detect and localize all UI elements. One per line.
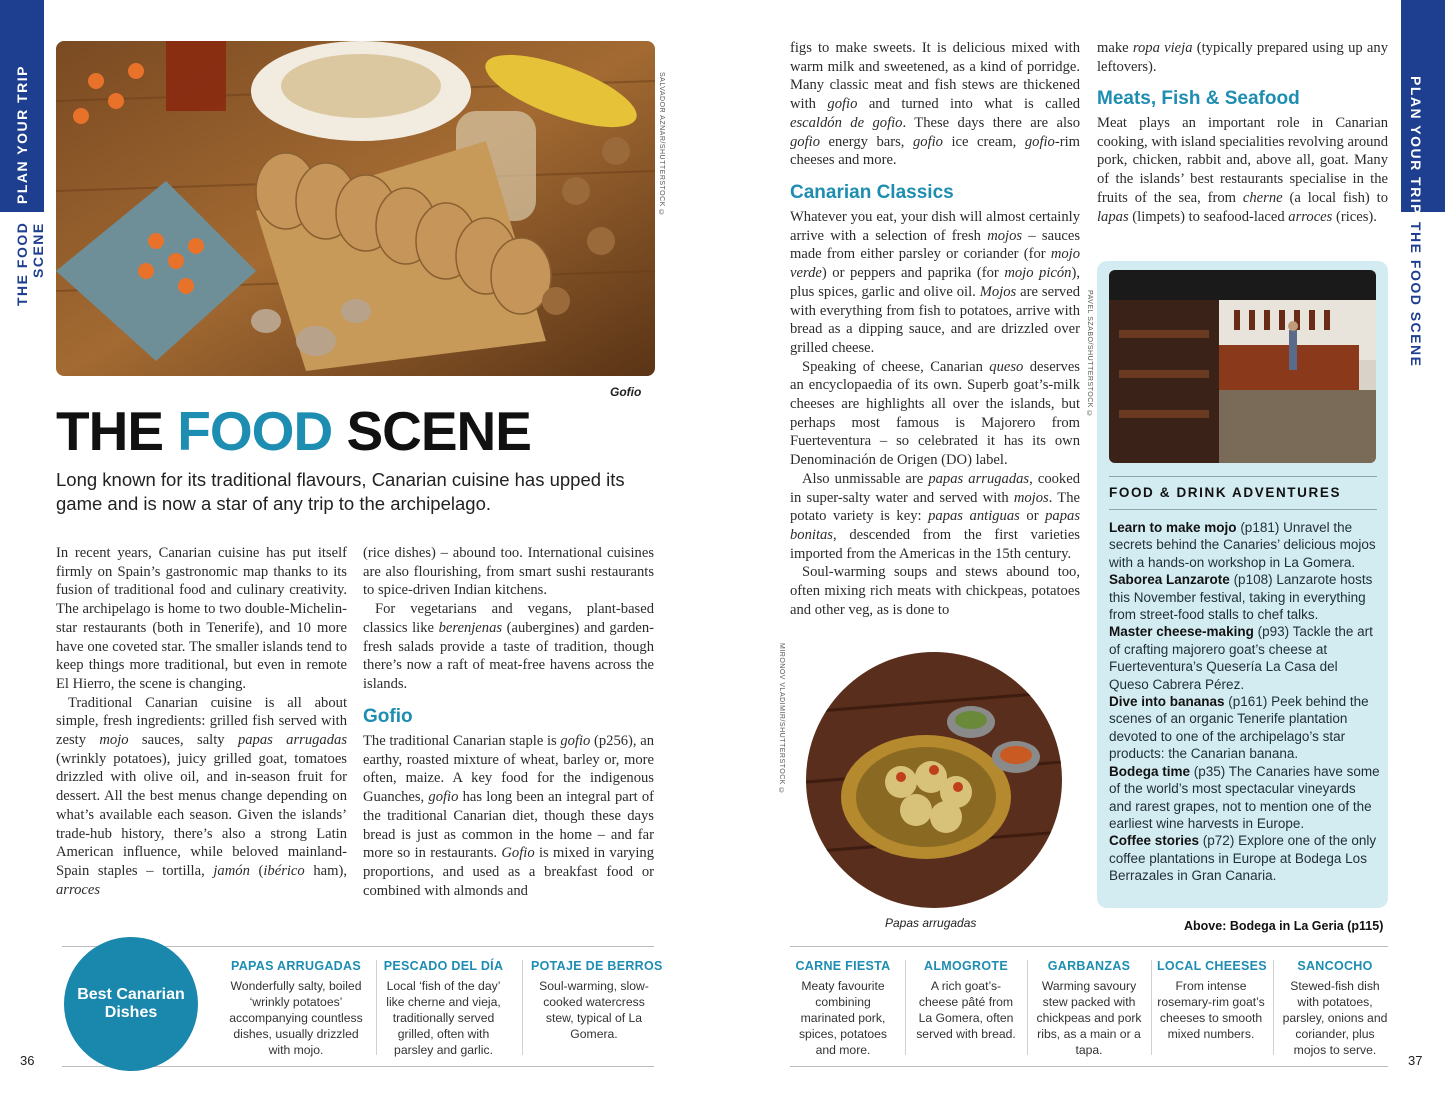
dish-card: CARNE FIESTA Meaty favourite combining marinated pork, spices, potatoes and more. <box>795 959 891 1058</box>
body-column-4: make ropa vieja (typically prepared using up any leftovers). <box>1097 40 1388 75</box>
gofio-photo-credit: SALVADOR AZNAR/SHUTTERSTOCK © <box>658 72 665 217</box>
dish-divider <box>1273 960 1274 1055</box>
page-number-right: 37 <box>1408 1053 1423 1068</box>
above-caption: Above: Bodega in La Geria (p115) <box>1184 919 1384 933</box>
dish-card: PAPAS ARRUGADAS Wonderfully salty, boiled ‘wrinkly potatoes’ accompanying countless dishes, usually drizzled with mojo. <box>229 959 363 1058</box>
dish-card: PESCADO DEL DÍA Local ‘fish of the day’ like cherne and vieja, traditionally served grilled, often with parsley and garlic. <box>383 959 504 1058</box>
body-column-4-meats: Meat plays an important role in Canarian cooking, with island specialities revolving around pork, chicken, rabbit and, above all, goat. Many of the islands’ best restaurants specialise in the fruits of the sea, from cherne (a local fish) to lapas (limpets) to seafood-laced arroces (rices). <box>1097 115 1389 225</box>
sidebar-rule-top <box>1109 476 1377 477</box>
body-column-3: figs to make sweets. It is delicious mixed with warm milk and sweetened, as a kind of porridge. Many classic meat and fish stews are thickened with gofio and turned into what is called escaldón de gofio. These days there are also gofio energy bars, gofio ice cream, gofio-rim cheeses and more. <box>790 40 1081 169</box>
sidebar-item: Bodega time (p35) The Canaries have some of the world’s most spectacular vineyards and rarest grapes, not to mention one of the earliest wine harvests in Europe. <box>1109 763 1380 831</box>
gofio-caption: Gofio <box>610 385 642 399</box>
bodega-photo <box>1109 270 1376 463</box>
papas-arrugadas-photo <box>806 652 1062 908</box>
dishes-rule-bottom-right <box>790 1066 1388 1067</box>
intro-text: Long known for its traditional flavours, Canarian cuisine has upped its game and is now a star of any trip to the archipelago. <box>56 469 625 514</box>
sidebar-list <box>1109 519 1381 885</box>
page-title: THE FOOD SCENE <box>56 400 531 462</box>
bodega-photo-credit: PAVEL SZABO/SHUTTERSTOCK © <box>1086 290 1093 418</box>
side-tab-section-label-right: THE FOOD SCENE <box>1408 222 1424 368</box>
heading-meats-fish-seafood: Meats, Fish & Seafood <box>1097 88 1300 109</box>
sidebar-item: Master cheese-making (p93) Tackle the art of crafting majorero goat’s cheese at Fuerteventura’s Quesería La Casa del Queso Cabrera Pérez. <box>1109 624 1373 692</box>
dish-card: LOCAL CHEESES From intense rosemary-rim goat’s cheeses to smooth mixed numbers. <box>1157 959 1267 1042</box>
gofio-photo <box>56 41 655 376</box>
papas-photo-credit: MIRONOV VLADIMIR/SHUTTERSTOCK © <box>778 643 785 795</box>
body-column-2-gofio: The traditional Canarian staple is gofio (p256), an earthy, roasted mixture of wheat, barley or, more often, maize. A key food for the indigenous Guanches, gofio has long been an integral part of the traditional Canarian diet, though these days bread is just as common in the home – and far more so in restaurants. Gofio is mixed in varying proportions, and used as a breakfast food or combined with almonds and <box>363 733 654 899</box>
sidebar-item: Learn to make mojo (p181) Unravel the secrets behind the Canaries’ delicious mojos with a hands-on workshop in La Gomera. <box>1109 520 1376 570</box>
body-column-2: (rice dishes) – abound too. International cuisines are also flourishing, from smart sushi restaurants to spice-driven Indian kitchens. For vegetarians and vegans, plant-based classics like berenjenas (aubergines) and garden-fresh salads provide a taste of tradition, though there’s now a raft of meat-free havens across the islands. <box>363 545 654 692</box>
side-tab-section-label: THE FOOD SCENE <box>14 222 46 307</box>
side-tab-plan-label-right: PLAN YOUR TRIP <box>1408 76 1424 215</box>
sidebar-item: Saborea Lanzarote (p108) Lanzarote hosts this November festival, taking in everything from street-food stalls to chef talks. <box>1109 572 1373 623</box>
side-tab-plan-label: PLAN YOUR TRIP <box>14 65 30 204</box>
dish-card: POTAJE DE BERROS Soul-warming, slow-cooked watercress stew, typical of La Gomera. <box>531 959 663 1042</box>
sidebar-item: Dive into bananas (p161) Peek behind the scenes of an organic Tenerife plantation devoted to one of the archipelago’s star products: the Canarian banana. <box>1109 694 1369 762</box>
dish-divider <box>1027 960 1028 1055</box>
dish-card: GARBANZAS Warming savoury stew packed with chickpeas and pork ribs, as a main or a tapa. <box>1036 959 1142 1058</box>
dish-card: SANCOCHO Stewed-fish dish with potatoes, parsley, onions and coriander, plus mojos to serve. <box>1282 959 1388 1058</box>
dish-card: ALMOGROTE A rich goat’s-cheese pâté from La Gomera, often served with bread. <box>916 959 1016 1042</box>
page-number-left: 36 <box>20 1053 35 1068</box>
sidebar-item: Coffee stories (p72) Explore one of the only coffee plantations in Europe at Bodega Los Berrazales in Gran Canaria. <box>1109 833 1377 884</box>
heading-canarian-classics: Canarian Classics <box>790 182 954 203</box>
dish-divider <box>376 960 377 1055</box>
sidebar-rule-bottom <box>1109 509 1377 510</box>
dish-divider <box>1151 960 1152 1055</box>
body-column-1: In recent years, Canarian cuisine has put itself firmly on Spain’s gastronomic map thanks to its fusion of traditional food and culinary creativity. The archipelago is home to two double-Michelin-star restaurants (both in Tenerife), and 10 more have one coveted star. The smaller islands tend to keep things more traditional, but even in remote El Hierro, the scene is changing. Traditional Canarian cuisine is all about simple, fresh ingredients: grilled fish served with zesty mojo sauces, salty papas arrugadas (wrinkly potatoes), juicy grilled goat, tomatoes drizzled with olive oil, and in-season fruit for dessert. All the best menus change depending on what’s available each season. Given the islands’ trade-hub history, there’s also a strong Latin American influence, while beloved mainland-Spain staples – tortilla, jamón (ibérico ham), arroces <box>56 545 348 898</box>
heading-gofio: Gofio <box>363 706 413 727</box>
papas-caption: Papas arrugadas <box>885 916 977 930</box>
dish-divider <box>522 960 523 1055</box>
sidebar-title: FOOD & DRINK ADVENTURES <box>1109 485 1342 500</box>
dishes-rule-top-right <box>790 946 1388 947</box>
dish-divider <box>905 960 906 1055</box>
body-column-3-classics: Whatever you eat, your dish will almost certainly arrive with a selection of fresh mojos – sauces made from either parsley or coriander (for mojo verde) or peppers and paprika (for mojo picón), plus spices, garlic and olive oil. Mojos are served with everything from fish to potatoes, arrive with bread as a dipping sauce, and are drizzled over grilled cheese. Speaking of cheese, Canarian queso deserves an encyclopaedia of its own. Superb goat’s-milk cheeses are highlights all over the islands, but perhaps most famous is Majorero from Fuerteventura – so celebrated it has its own Denominación de Origen (DO) label. Also unmissable are papas arrugadas, cooked in super-salty water and served with mojos. The potato variety is key: papas antiguas or papas bonitas, descended from the first varieties imported from the Americas in the 15th century. Soul-warming soups and stews abound too, often mixing rich meats with chickpeas, potatoes and other veg, as is done to <box>790 209 1080 618</box>
best-dishes-badge: Best Canarian Dishes <box>64 937 198 1071</box>
